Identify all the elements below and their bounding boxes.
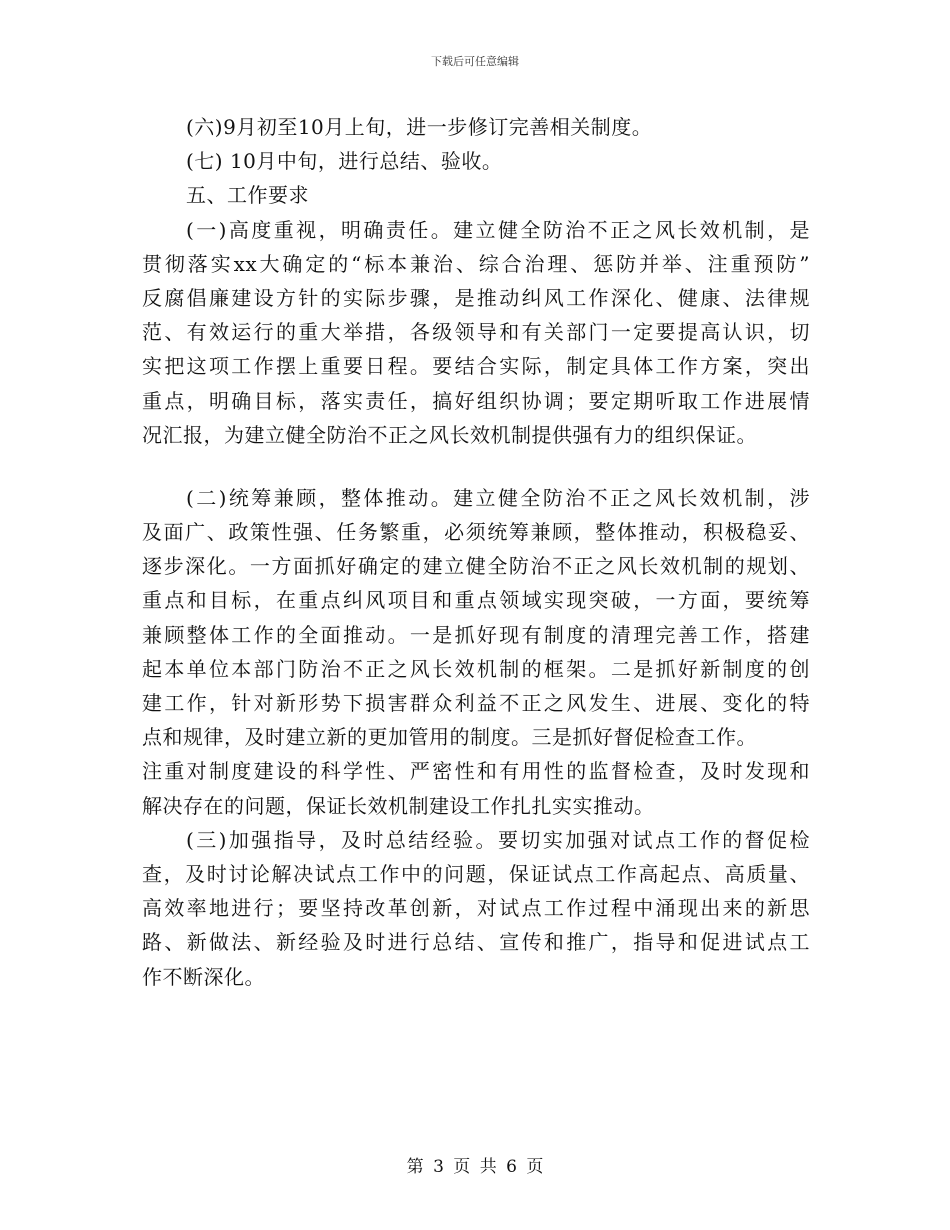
paragraph-3-line: 查，及时讨论解决试点工作中的问题，保证试点工作高起点、高质量、: [142, 861, 810, 886]
paragraph-3-line: 高效率地进行；要坚持改革创新，对试点工作过程中涌现出来的新思: [142, 896, 810, 921]
paragraph-1-line: 贯彻落实xx大确定的“标本兼治、综合治理、惩防并举、注重预防”: [142, 251, 810, 276]
paragraph-1-line: 实把这项工作摆上重要日程。要结合实际，制定具体工作方案，突出: [142, 354, 810, 379]
page-number-footer: 第 3 页 共 6 页: [406, 1157, 544, 1177]
paragraph-2-line: 建工作，针对新形势下损害群众利益不正之风发生、进展、变化的特: [142, 691, 810, 715]
paragraph-1-line: 反腐倡廉建设方针的实际步骤，是推动纠风工作深化、健康、法律规: [142, 285, 810, 310]
paragraph-2-line: 解决存在的问题，保证长效机制建设工作扎扎实实推动。: [142, 793, 655, 818]
paragraph-3-line: (三)加强指导，及时总结经验。要切实加强对试点工作的督促检: [186, 827, 810, 852]
schedule-item-6: (六)9月初至10月上旬，进一步修订完善相关制度。: [186, 115, 653, 139]
paragraph-2-line: 逐步深化。一方面抓好确定的建立健全防治不正之风长效机制的规划、: [142, 554, 810, 579]
section-heading-work-requirements: 五、工作要求: [186, 183, 309, 208]
paragraph-2-line: 重点和目标，在重点纠风项目和重点领域实现突破，一方面，要统筹: [142, 588, 810, 613]
paragraph-1-line: 范、有效运行的重大举措，各级领导和有关部门一定要提高认识，切: [142, 320, 810, 345]
document-body: [142, 110, 810, 994]
paragraph-2-line: 起本单位本部门防治不正之风长效机制的框架。二是抓好新制度的创: [142, 656, 810, 681]
paragraph-2-line: 兼顾整体工作的全面推动。一是抓好现有制度的清理完善工作，搭建: [142, 622, 810, 647]
paragraph-gap: [142, 452, 810, 481]
page-header: 下载后可任意编辑: [431, 55, 519, 68]
paragraph-3-line: 路、新做法、新经验及时进行总结、宣传和推广，指导和促进试点工: [142, 930, 810, 955]
schedule-item-7: (七) 10月中旬，进行总结、验收。: [186, 149, 503, 174]
paragraph-2-line: 及面广、政策性强、任务繁重，必须统筹兼顾，整体推动，积极稳妥、: [142, 520, 810, 545]
paragraph-3-line: 作不断深化。: [142, 964, 265, 989]
paragraph-1-line: (一)高度重视，明确责任。建立健全防治不正之风长效机制，是: [186, 217, 810, 242]
paragraph-2-line: (二)统筹兼顾，整体推动。建立健全防治不正之风长效机制，涉: [186, 485, 810, 510]
paragraph-2-line: 注重对制度建设的科学性、严密性和有用性的监督检查，及时发现和: [142, 759, 810, 784]
paragraph-1-line: 况汇报，为建立健全防治不正之风长效机制提供强有力的组织保证。: [142, 422, 757, 447]
paragraph-1-line: 重点，明确目标，落实责任，搞好组织协调；要定期听取工作进展情: [142, 388, 810, 413]
paragraph-2-line: 点和规律，及时建立新的更加管用的制度。三是抓好督促检查工作。: [142, 725, 757, 750]
